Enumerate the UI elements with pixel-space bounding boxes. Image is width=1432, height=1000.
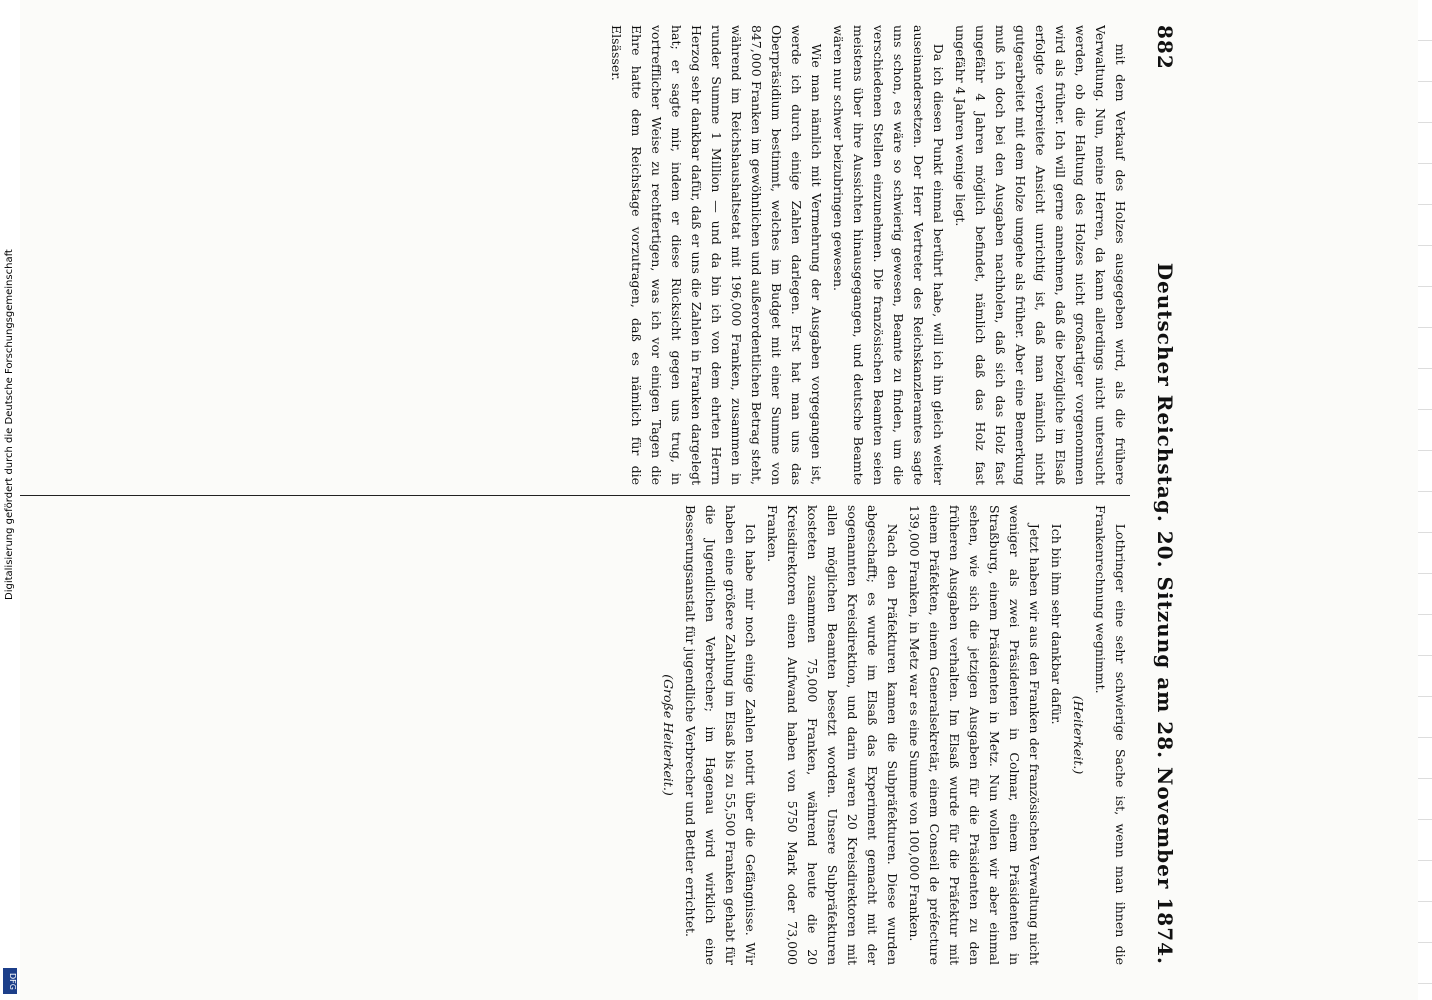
digitization-note: Digitalisierung gefördert durch die Deutsche Forschungsgemeinschaft xyxy=(4,249,15,600)
left-paragraph: Wie man nämlich mit Vermehrung der Ausgaben vorgegangen ist, werde ich durch einige Zahlen darlegen. Erst hat man uns das Oberpräsidium bestimmt, welches im Budget mit einer Summe von 847,000 Franken im gewöhnlichen und außerordentlichen Betrag steht, während im Reichshaushaltsetat mit 196,000 Franken, zusammen in runder Summe 1 Million — und da bin ich von dem ehrten Herrn Herzog sehr dankbar dafür, daß er uns die Zahlen in Franken dargelegt hat; er sagte mir, indem er diese Rücksicht gegen uns trug, in vortrefflicher Weise zu rechtfertigen, was ich vor einigen Tagen die Ehre hatte dem Reichstage vorzutragen, daß es nämlich für die Elsässer. xyxy=(609,25,824,485)
digitization-strip xyxy=(0,0,20,1000)
column-divider xyxy=(0,495,1130,496)
left-column xyxy=(0,25,1130,485)
left-paragraph: Da ich diesen Punkt einmal berührt habe, will ich ihn gleich weiter auseinandersetzen. Der Herr Vertreter des Reichskanzleramtes sagte uns schon, es wäre so schwierig gewesen, Beamte zu finden, um die verschiedenen Stellen einzunehmen. Die französischen Beamten seien meistens über ihre Aussichten hinausgegangen, und deutsche Beamte wären nur schwer beizubringen gewesen. xyxy=(831,25,946,485)
right-paragraph: Jetzt haben wir aus den Franken der französischen Verwaltung nicht weniger als zwei Präsidenten in Colmar, einem Präsidenten in Straßburg, einem Präsidenten in Metz. Nun wollen wir aber einmal sehen, wie sich die jetzigen Ausgaben für die Präsidenten zu den früheren Ausgaben verhalten. Im Elsaß wurde für die Präfektur mit einem Präfekten, einem Generalsekretär, einem Conseil de préfecture 139,000 Franken, in Metz war es eine Summe von 100,000 Franken. xyxy=(907,505,1042,965)
rotated-sheet xyxy=(0,5,1210,985)
right-paragraph: Ich bin ihm sehr dankbar dafür. xyxy=(1049,523,1064,725)
page-header xyxy=(1150,25,1180,965)
scan-edge xyxy=(1418,0,1432,1000)
sheet-content xyxy=(0,5,1210,985)
interjection: (Heiterkeit.) xyxy=(1071,695,1086,775)
running-title: Deutscher Reichstag. 20. Sitzung am 28. November 1874. xyxy=(1153,262,1177,965)
right-paragraph: Lothringer eine sehr schwierige Sache ist, wenn man ihnen die Frankenrechnung wegnimmt. xyxy=(1093,505,1128,965)
page-number: 882 xyxy=(1153,25,1177,70)
dfg-logo-icon: DFG xyxy=(3,968,17,994)
interjection: (Große Heiterkeit.) xyxy=(661,674,676,796)
right-paragraph: Ich habe mir noch einige Zahlen notirt über die Gefängnisse. Wir haben eine größere Zahlung im Elsaß bis zu 55,500 Franken gehabt für die Jugendlichen Verbrecher; im Hagenau wird wirklich eine Besserungsanstalt für jugendliche Verbrecher und Bettler errichtet. xyxy=(683,505,758,965)
right-paragraph: Nach den Präfekturen kamen die Subpräfekturen. Diese wurden abgeschafft; es wurde im Elsaß das Experiment gemacht mit der sogenannten Kreisdirektion, und darin waren 20 Kreisdirektoren mit allen möglichen Beamten besetzt worden. Unsere Subpräfekturen kosteten zusammen 75,000 Franken, während heute die 20 Kreisdirektoren einen Aufwand haben von 5750 Mark oder 73,000 Franken. xyxy=(765,505,900,965)
left-paragraph: mit dem Verkauf des Holzes ausgegeben wird, als die frühere Verwaltung. Nun, meine Herren, da kann allerdings nicht untersucht werden, ob die Haltung des Holzes nicht großartiger vorgenommen wird als früher. Ich will gerne annehmen, daß die bezügliche im Elsaß erfolgte verbreitete Ansicht unrichtig ist, daß man nämlich nicht gutgearbeitet mit dem Holze umgehe als früher. Aber eine Bemerkung muß ich doch bei den Ausgaben nachholen, daß sich das Holz fast ungefähr 4 Jahren möglich befindet, nämlich daß das Holz fast ungefähr 4 Jahren wenige liegt. xyxy=(953,25,1128,485)
right-column xyxy=(0,505,1130,965)
